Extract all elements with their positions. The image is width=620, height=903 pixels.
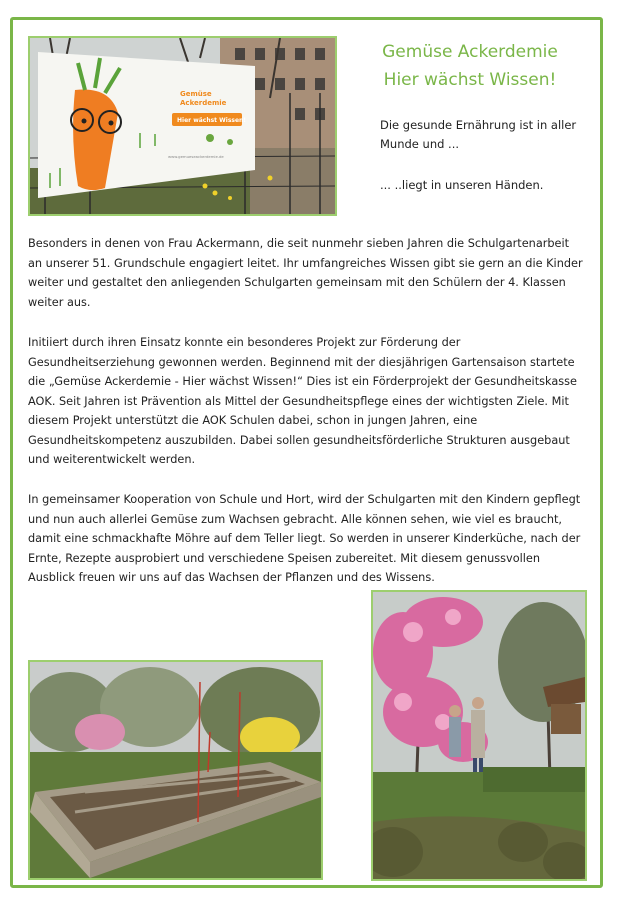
banner-brand-line1: Gemüse <box>180 90 212 98</box>
banner-brand-line2: Ackerdemie <box>180 99 227 107</box>
page-title <box>360 38 580 94</box>
photo-banner-on-fence <box>28 36 337 216</box>
banner-slogan: Hier wächst Wissen! <box>177 117 247 124</box>
photo-blossom-tree <box>371 590 587 881</box>
paragraph-cooperation: In gemeinsamer Kooperation von Schule und Hort, wird der Schulgarten mit den Kindern gepflegt und nun auch allerlei Gemüse zum Wachsen gebracht. Alle können sehen, wie viel es braucht, damit eine schmackhafte Möhre auf dem Teller liegt. So werden in unserer Kinderküche, nach der Ernte, Rezepte ausprobiert und verschiedene Speisen zubereitet. Mit diesem genussvollen Ausblick freuen wir uns auf das Wachsen der Pflanzen und des Wissens. <box>28 493 581 584</box>
photo-garden-beds <box>28 660 323 880</box>
paragraph-project: Initiiert durch ihren Einsatz konnte ein besonderes Projekt zur Förderung der Gesundheitserziehung gewonnen werden. Beginnend mit der diesjährigen Gartensaison startete die „Gemüse Ackerdemie - Hier wächst Wissen!“ Dies ist ein Förderprojekt der Gesundheitskasse AOK. Seit Jahren ist Prävention als Mittel der Gesundheitspflege eines der wichtigsten Ziele. Mit diesem Projekt unterstützt die AOK Schulen dabei, schon in jungen Jahren, eine Gesundheitskompetenz auszubilden. Dabei sollen gesundheitsförderliche Strukturen ausgebaut und weiterentwickelt werden. <box>28 336 578 466</box>
intro-text-1: Die gesunde Ernährung ist in aller Munde und ... <box>380 118 577 151</box>
intro-text-2: ... ..liegt in unseren Händen. <box>380 178 544 192</box>
page-title-line1: Gemüse Ackerdemie <box>382 42 558 62</box>
page-title-line2: Hier wächst Wissen! <box>383 70 557 90</box>
banner-url: www.gemueseackerdemie.de <box>168 154 224 159</box>
paragraph-teacher: Besonders in denen von Frau Ackermann, die seit nunmehr sieben Jahren die Schulgartenarbeit an unserer 51. Grundschule engagiert leitet. Ihr umfangreiches Wissen gibt sie gern an die Kinder weiter und gestaltet den anliegenden Schulgarten gemeinsam mit den Schülern der 4. Klassen weiter aus. <box>28 237 583 309</box>
